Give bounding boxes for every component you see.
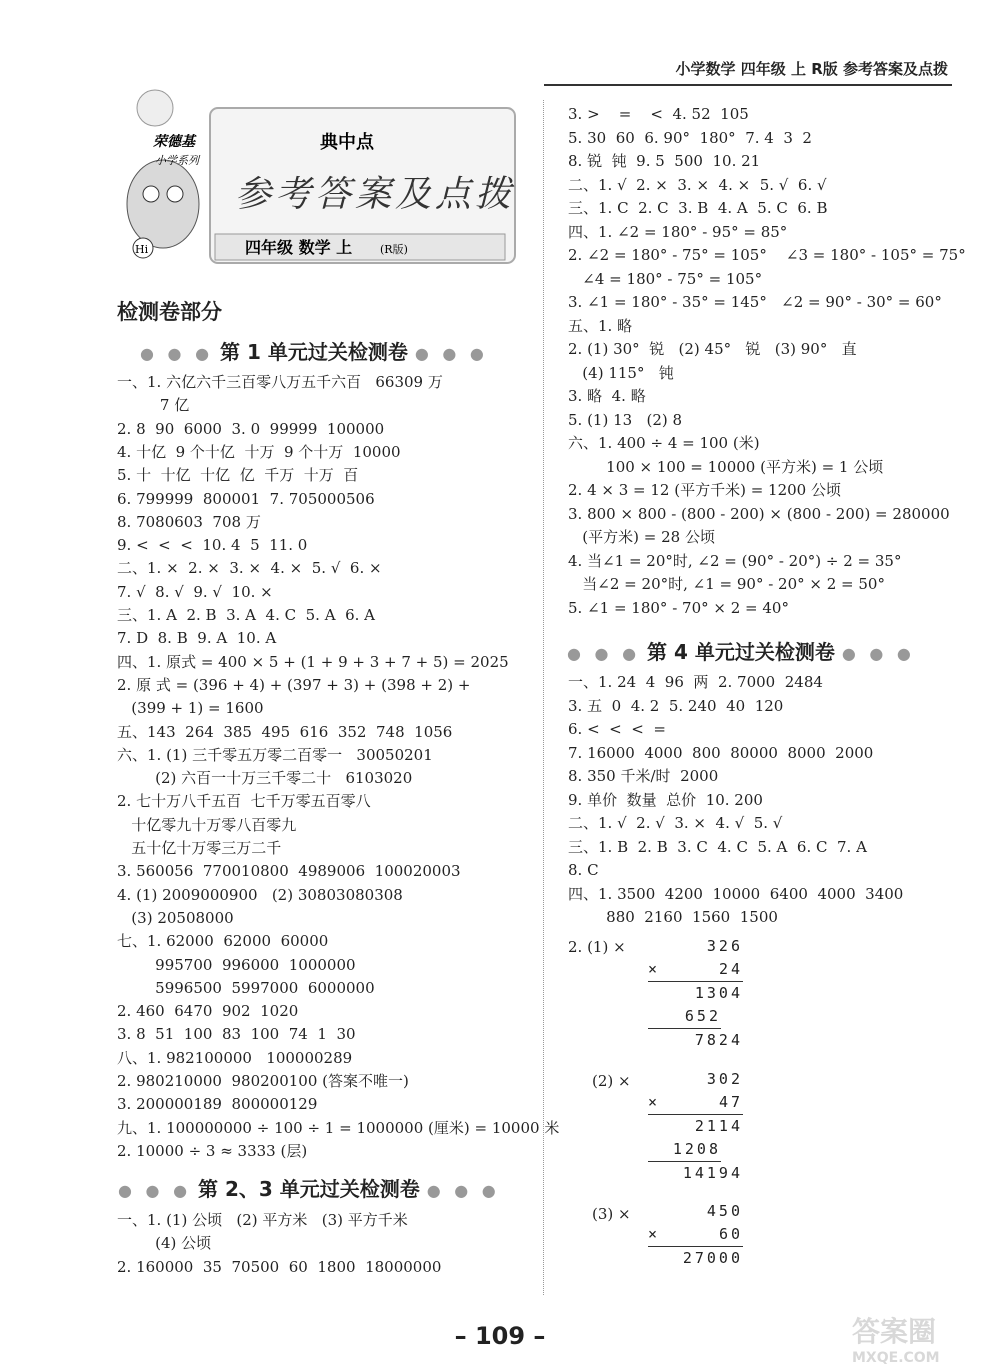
- answer-line: 7 亿: [117, 396, 190, 415]
- answer-line: 8. 锐 钝 9. 5 500 10. 21: [568, 152, 761, 170]
- answer-line: 三、1. A 2. B 3. A 4. C 5. A 6. A: [117, 606, 375, 624]
- answer-line: 3. 800 × 800 - (800 - 200) × (800 - 200) = 280000: [568, 504, 950, 523]
- answer-line: 7. D 8. B 9. A 10. A: [117, 629, 277, 648]
- answer-line: 三、1. C 2. C 3. B 4. A 5. C 6. B: [568, 199, 828, 217]
- answer-line: 9. 单价 数量 总价 10. 200: [568, 790, 763, 809]
- answer-line: 6. 799999 800001 7. 705000506: [117, 489, 375, 508]
- brand-name: 荣德基: [153, 134, 195, 150]
- answer-line: ∠4 = 180° - 75° = 105°: [568, 269, 763, 288]
- answer-line: 七、1. 62000 62000 60000: [117, 932, 329, 951]
- answer-line: (3) 20508000: [117, 908, 234, 927]
- section-title: 检测卷部分: [117, 300, 222, 324]
- answer-line: 3. 五 0 4. 2 5. 240 40 120: [568, 696, 784, 715]
- site-logo: 答案圈 MXQE.COM: [852, 1315, 940, 1366]
- answer-line: 2. ∠2 = 180° - 75° = 105° ∠3 = 180° - 105° = 75°: [568, 246, 966, 264]
- answer-line: (4) 115° 钝: [568, 363, 674, 382]
- answer-line: 4. 十亿 9 个十亿 十万 9 个十万 10000: [117, 442, 401, 461]
- answer-line: 2. 10000 ÷ 3 ≈ 3333 (层): [117, 1141, 308, 1160]
- page-number: – 109 –: [454, 1322, 546, 1350]
- answer-line: 7. √ 8. √ 9. √ 10. ×: [117, 582, 273, 601]
- answer-line: 2. 980210000 980200100 (答案不唯一): [117, 1072, 409, 1090]
- answer-line: 五、143 264 385 495 616 352 748 1056: [117, 722, 453, 741]
- answer-line: 8. C: [568, 861, 599, 879]
- answer-line: 2. (1) 30° 锐 (2) 45° 锐 (3) 90° 直: [568, 340, 857, 358]
- banner-title: 参考答案及点拨: [235, 174, 516, 215]
- answer-line: 九、1. 100000000 ÷ 100 ÷ 1 = 1000000 (厘米) = 10000 米: [117, 1118, 560, 1137]
- header-rule: [544, 84, 952, 86]
- answer-line: 四、1. ∠2 = 180° - 95° = 85°: [568, 222, 788, 241]
- answer-line: 6. < < < =: [568, 720, 666, 738]
- answer-line: 六、1. 400 ÷ 4 = 100 (米): [568, 434, 760, 452]
- mascot-label: Hi: [135, 243, 149, 256]
- brand-series: 小学系列: [155, 154, 199, 167]
- mult-label: (3) ×: [592, 1205, 631, 1223]
- answer-line: 一、1. 24 4 96 两 2. 7000 2484: [568, 673, 823, 691]
- answer-line: 五、1. 略: [568, 316, 633, 335]
- answer-line: 4. (1) 2009000900 (2) 30803080308: [117, 885, 403, 904]
- answer-line: 六、1. (1) 三千零五万零二百零一 30050201: [117, 745, 433, 764]
- unit-heading-1: ● ● ● 第 1 单元过关检测卷 ● ● ●: [140, 340, 488, 364]
- answer-line: 当∠2 = 20°时, ∠1 = 90° - 20° × 2 = 50°: [568, 575, 885, 593]
- answer-line: 二、1. × 2. × 3. × 4. × 5. √ 6. ×: [117, 559, 382, 578]
- answer-line: 二、1. √ 2. × 3. × 4. × 5. √ 6. √: [568, 175, 827, 194]
- answer-line: 八、1. 982100000 100000289: [117, 1048, 353, 1067]
- brand-product: 典中点: [320, 132, 374, 153]
- mult-label: (2) ×: [592, 1072, 631, 1090]
- answer-line: 一、1. 六亿六千三百零八万五千六百 66309 万: [117, 373, 443, 391]
- answer-line: 2. 原 式 = (396 + 4) + (397 + 3) + (398 + 2) +: [117, 675, 471, 694]
- answer-line: 100 × 100 = 10000 (平方米) = 1 公顷: [568, 457, 884, 476]
- mascot-icon: [127, 160, 199, 248]
- answer-line: (2) 六百一十万三千零二十 6103020: [117, 769, 413, 788]
- answer-line: 5996500 5997000 6000000: [117, 978, 375, 997]
- vertical-multiplication: 302 × 47 2114 1208 14194: [648, 1070, 743, 1182]
- answer-line: 四、1. 3500 4200 10000 6400 4000 3400: [568, 884, 904, 903]
- answer-line: 十亿零九十万零八百零九: [117, 815, 297, 834]
- answer-line: 3. 200000189 800000129: [117, 1095, 318, 1114]
- dice-icon: [137, 90, 173, 126]
- answer-line: 5. (1) 13 (2) 8: [568, 410, 683, 429]
- answer-line: (4) 公顷: [117, 1234, 212, 1253]
- banner-subtitle: 四年级 数学 上: [245, 238, 353, 257]
- answer-line: 3. 略 4. 略: [568, 387, 646, 405]
- answer-line: 5. ∠1 = 180° - 70° × 2 = 40°: [568, 598, 789, 617]
- answer-line: 880 2160 1560 1500: [568, 908, 778, 926]
- answer-line: 5. 30 60 6. 90° 180° 7. 4 3 2: [568, 128, 812, 147]
- answer-line: 995700 996000 1000000: [117, 955, 356, 974]
- title-banner: [115, 86, 525, 268]
- vertical-multiplication: 450 × 60 27000: [648, 1202, 743, 1267]
- answer-line: 7. 16000 4000 800 80000 8000 2000: [568, 743, 874, 762]
- answer-line: 8. 7080603 708 万: [117, 512, 261, 531]
- answer-line: 三、1. B 2. B 3. C 4. C 5. A 6. C 7. A: [568, 837, 867, 856]
- answer-line: 2. 七十万八千五百 七千万零五百零八: [117, 792, 371, 811]
- answer-line: 9. < < < 10. 4 5 11. 0: [117, 536, 308, 555]
- answer-line: 2. 4 × 3 = 12 (平方千米) = 1200 公顷: [568, 481, 841, 499]
- answer-line: 8. 350 千米/时 2000: [568, 767, 719, 785]
- answer-line: 2. 160000 35 70500 60 1800 18000000: [117, 1257, 442, 1276]
- answer-line: 四、1. 原式 = 400 × 5 + (1 + 9 + 3 + 7 + 5) = 2025: [117, 652, 509, 671]
- answer-line: 4. 当∠1 = 20°时, ∠2 = (90° - 20°) ÷ 2 = 35°: [568, 551, 902, 570]
- answer-line: 二、1. √ 2. √ 3. × 4. √ 5. √: [568, 814, 783, 832]
- unit-heading-4: ● ● ● 第 4 单元过关检测卷 ● ● ●: [567, 640, 915, 664]
- answer-line: (399 + 1) = 1600: [117, 699, 264, 718]
- answer-line: (平方米) = 28 公顷: [568, 528, 715, 546]
- answer-line: 3. > = < 4. 52 105: [568, 105, 749, 123]
- answer-line: 3. 8 51 100 83 100 74 1 30: [117, 1025, 356, 1044]
- answer-line: 2. 460 6470 902 1020: [117, 1002, 299, 1021]
- banner-edition: (R版): [380, 243, 408, 256]
- answer-line: 3. 560056 770010800 4989006 100020003: [117, 862, 461, 881]
- vertical-multiplication: 326 × 24 1304 652 7824: [648, 937, 743, 1049]
- unit-heading-23: ● ● ● 第 2、3 单元过关检测卷 ● ● ●: [118, 1177, 500, 1201]
- answer-line: 5. 十 十亿 十亿 亿 千万 十万 百: [117, 466, 359, 485]
- mult-label: 2. (1) ×: [568, 938, 626, 956]
- answer-line: 2. 8 90 6000 3. 0 99999 100000: [117, 419, 385, 438]
- page-header: 小学数学 四年级 上 R版 参考答案及点拨: [675, 60, 948, 78]
- answer-line: 3. ∠1 = 180° - 35° = 145° ∠2 = 90° - 30° = 60°: [568, 293, 942, 311]
- answer-line: 一、1. (1) 公顷 (2) 平方米 (3) 平方千米: [117, 1211, 408, 1229]
- answer-line: 五十亿十万零三万二千: [117, 839, 282, 857]
- column-divider: [543, 100, 544, 1295]
